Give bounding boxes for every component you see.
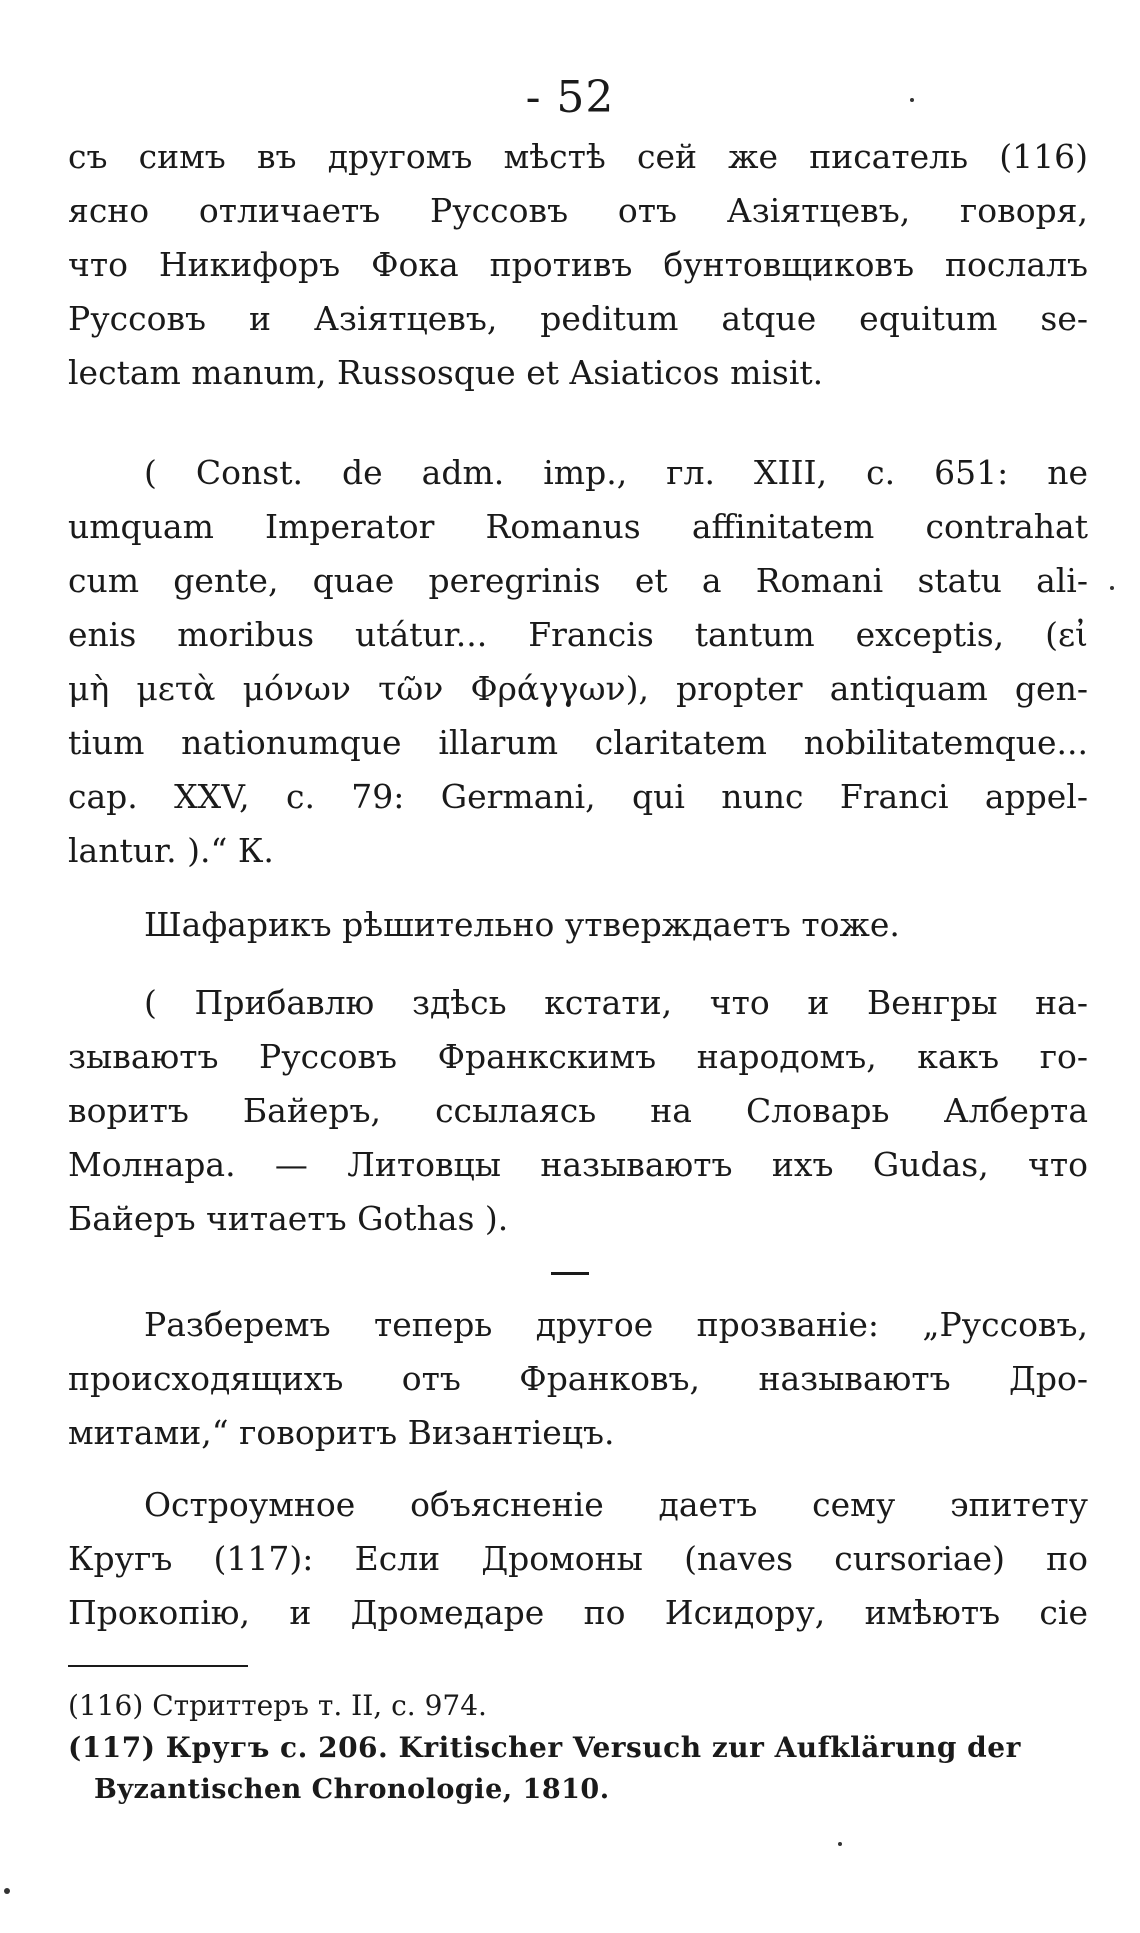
footnote-117-continued: Byzantischen Chronologie, 1810. xyxy=(94,1774,610,1805)
text-line: Кругъ (117): Если Дромоны (naves cursoriae) по xyxy=(68,1539,1088,1578)
scan-speck xyxy=(1110,586,1114,590)
text-line: enis moribus utátur... Francis tantum exceptis, (εἰ xyxy=(68,615,1088,654)
paragraph-3 xyxy=(68,898,1088,952)
paragraph-2 xyxy=(68,446,1088,878)
paragraph-1 xyxy=(68,130,1088,400)
text-line: umquam Imperator Romanus affinitatem contrahat xyxy=(68,507,1088,546)
text-line: μὴ μετὰ μόνων τῶν Φράγγων), propter antiquam gen- xyxy=(68,669,1088,708)
text-line: Молнара. — Литовцы называютъ ихъ Gudas, что xyxy=(68,1145,1088,1184)
text-line: ( Const. de adm. imp., гл. XIII, с. 651: ne xyxy=(144,453,1088,492)
scan-speck xyxy=(4,1888,10,1894)
footnotes xyxy=(68,1685,1088,1811)
text-line: митами,“ говоритъ Византіецъ. xyxy=(68,1413,615,1452)
text-line: съ симъ въ другомъ мѣстѣ сей же писатель (116) xyxy=(68,137,1088,176)
scan-speck xyxy=(910,98,914,102)
text-line: tium nationumque illarum claritatem nobilitatemque... xyxy=(68,723,1088,762)
text-line: cum gente, quae peregrinis et a Romani statu ali- xyxy=(68,561,1088,600)
text-line: воритъ Байеръ, ссылаясь на Словарь Алберта xyxy=(68,1091,1088,1130)
section-divider xyxy=(551,1272,589,1275)
text-line: происходящихъ отъ Франковъ, называютъ Дро- xyxy=(68,1359,1088,1398)
text-line: lantur. ).“ К. xyxy=(68,831,274,870)
scan-speck xyxy=(838,1842,842,1846)
text-line: Шафарикъ рѣшительно утверждаетъ тоже. xyxy=(144,905,900,944)
text-line: Прокопію, и Дромедаре по Исидору, имѣютъ сіе xyxy=(68,1593,1088,1632)
text-line: Разберемъ теперь другое прозваніе: „Руссовъ, xyxy=(144,1305,1088,1344)
text-line: cap. XXV, с. 79: Germani, qui nunc Franci appel- xyxy=(68,777,1088,816)
footnote-117: (117) Кругъ с. 206. Kritischer Versuch zur Aufklärung der xyxy=(68,1731,1021,1764)
text-line: что Никифоръ Фока противъ бунтовщиковъ послалъ xyxy=(68,245,1088,284)
paragraph-4 xyxy=(68,976,1088,1246)
paragraph-6 xyxy=(68,1478,1088,1640)
paragraph-5 xyxy=(68,1298,1088,1460)
text-line: ( Прибавлю здѣсь кстати, что и Венгры на- xyxy=(144,983,1088,1022)
text-line: Руссовъ и Азіятцевъ, peditum atque equitum se- xyxy=(68,299,1088,338)
text-line: lectam manum, Russosque et Asiaticos misit. xyxy=(68,353,824,392)
text-line: ясно отличаетъ Руссовъ отъ Азіятцевъ, говоря, xyxy=(68,191,1088,230)
page-number: - 52 xyxy=(525,72,615,123)
footnote-rule xyxy=(68,1665,248,1667)
footnote-116: (116) Стриттеръ т. II, с. 974. xyxy=(68,1689,487,1722)
text-line: зываютъ Руссовъ Франкскимъ народомъ, какъ го- xyxy=(68,1037,1088,1076)
text-line: Байеръ читаетъ Gothas ). xyxy=(68,1199,509,1238)
text-line: Остроумное объясненіе даетъ сему эпитету xyxy=(144,1485,1088,1524)
